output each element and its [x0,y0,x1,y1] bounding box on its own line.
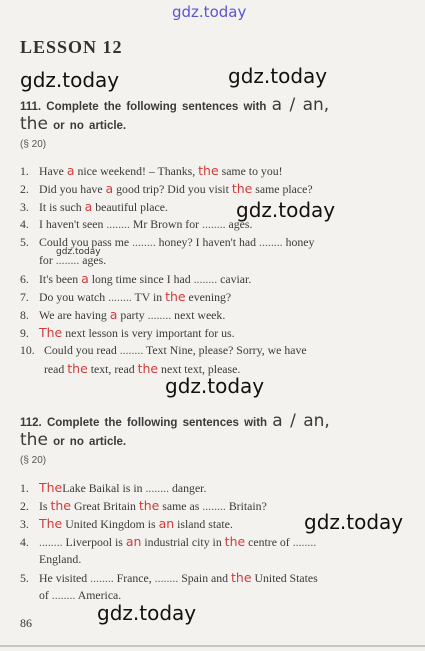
item-number: 3. [20,517,29,531]
sentence-5-cont [20,253,106,268]
exercise-title-tail: or no article. [53,120,127,132]
text: Liverpool is [65,535,123,549]
item-number: 5. [20,571,29,585]
text: We are having [39,308,107,322]
text: ages. [82,253,107,267]
article-the: the [20,114,48,134]
text: It is such [39,200,82,214]
article-the: the [20,430,48,450]
text: Do you watch [39,290,106,304]
text: France, [116,571,152,585]
text: United States [254,571,318,585]
answer: a [109,307,118,322]
exercise-111-title-cont [20,114,126,134]
text: danger. [172,481,207,495]
blank: ........ [154,571,179,585]
sentence-5 [20,235,314,250]
text: of [39,588,49,602]
exercise-title-tail: or no article. [53,436,127,448]
text: Is [39,499,48,513]
watermark-top: gdz.today [172,3,247,21]
answer: an [125,534,142,549]
article-options: a / an, [271,95,330,115]
item-number: 1. [20,164,29,178]
item-number: 8. [20,308,29,322]
blank: ........ [193,272,218,286]
text: Did you have [39,182,103,196]
item-number: 5. [20,235,29,249]
blank: ........ [145,481,170,495]
item-number: 2. [20,182,29,196]
item-number: 9. [20,326,29,340]
answer: The [39,480,63,495]
answer: the [165,289,186,304]
answer: the [67,361,88,376]
text: He visited [39,571,88,585]
lesson-title: LESSON 12 [20,37,123,57]
blank: ........ [108,290,132,304]
sentence-3 [20,199,168,215]
sentence-4 [20,217,252,232]
answer: the [231,570,252,585]
text: England. [39,552,82,566]
sentence-9 [20,325,235,341]
text: Great Britain [73,499,136,513]
text: ages. [228,217,253,231]
sentence-4-cont [20,552,81,567]
blank: ........ [259,235,283,249]
text: good trip? Did you visit [116,182,229,196]
text: next week. [174,308,226,322]
item-number: 10. [20,343,35,357]
text: Could you pass me [39,235,130,249]
watermark: gdz.today [304,510,404,534]
sentence-3 [20,516,233,532]
item-number: 7. [20,290,29,304]
text: Could you read [44,343,117,357]
item-number: 3. [20,200,29,214]
text: America. [77,588,122,602]
text: evening? [188,290,232,304]
item-number: 2. [20,499,29,513]
text: party [120,308,145,322]
sentence-1 [20,480,206,496]
blank: ........ [119,343,144,357]
text: nice weekend! – Thanks, [77,164,196,178]
text: Text Nine, please? Sorry, we have [146,343,307,357]
blank: ........ [106,217,130,231]
exercise-title-text: 112. Complete the following sentences with [20,417,268,429]
sentence-5 [20,570,318,586]
blank: ........ [202,217,226,231]
answer: a [81,271,89,286]
answer: The [39,325,63,340]
exercise-112-title [20,411,330,431]
watermark: gdz.today [228,64,328,88]
text: centre of [248,535,290,549]
blank: ........ [202,499,226,513]
blank: ........ [132,235,156,249]
blank: ........ [292,535,317,549]
sentence-1 [20,163,283,179]
text: Have [39,164,64,178]
answer: a [105,181,114,196]
answer: the [231,181,253,196]
text: next lesson is very important for us. [65,326,235,340]
text: read [44,362,65,376]
answer: The [39,516,63,531]
exercise-111-title [20,95,329,115]
text: long time since I had [91,272,191,286]
text: Britain? [228,499,267,513]
text: I haven't seen [39,217,104,231]
blank: ........ [51,588,76,602]
watermark: gdz.today [236,198,336,222]
text: Lake Baikal is in [62,481,143,495]
answer: a [66,163,75,178]
text: Spain and [181,571,229,585]
text: same place? [255,182,313,196]
text: TV in [134,290,163,304]
sentence-4 [20,534,316,550]
text: industrial city in [144,535,222,549]
answer: the [50,498,71,513]
text: caviar. [220,272,252,286]
section-reference: (§ 20) [20,139,47,150]
answer: the [198,163,219,178]
page-edge [0,645,425,647]
article-options: a / an, [272,411,330,431]
text: same to you! [221,164,283,178]
text: honey [285,235,315,249]
watermark: gdz.today [165,374,265,398]
sentence-6 [20,271,251,287]
text: island state. [177,517,233,531]
watermark-small: gdz.today [56,247,101,257]
page-number: 86 [20,616,32,630]
blank: ........ [90,571,114,585]
sentence-7 [20,289,231,305]
sentence-2 [20,181,313,197]
watermark: gdz.today [20,68,120,92]
exercise-112-title-cont [20,430,126,450]
text: United Kingdom is [65,517,156,531]
item-number: 4. [20,535,29,549]
item-number: 4. [20,217,29,231]
watermark: gdz.today [97,601,197,625]
sentence-5-cont [20,588,121,603]
exercise-title-text: 111. Complete the following sentences with [20,101,267,113]
answer: a [84,199,93,214]
answer: the [138,498,160,513]
sentence-10-cont [20,361,240,377]
sentence-8 [20,307,225,323]
item-number: 1. [20,481,29,495]
blank: ........ [39,535,63,549]
text: honey? I haven't had [158,235,257,249]
answer: the [224,534,246,549]
blank: ........ [55,253,80,267]
text: next text, please. [161,362,241,376]
text: It's been [39,272,79,286]
text: Mr Brown for [132,217,200,231]
text: beautiful place. [95,200,168,214]
sentence-10 [20,343,307,358]
sentence-2 [20,498,267,514]
answer: the [137,361,159,376]
text: text, read [90,362,135,376]
blank: ........ [147,308,172,322]
item-number: 6. [20,272,29,286]
answer: an [158,516,175,531]
section-reference: (§ 20) [20,455,47,466]
text: same as [162,499,200,513]
text: for [39,253,53,267]
